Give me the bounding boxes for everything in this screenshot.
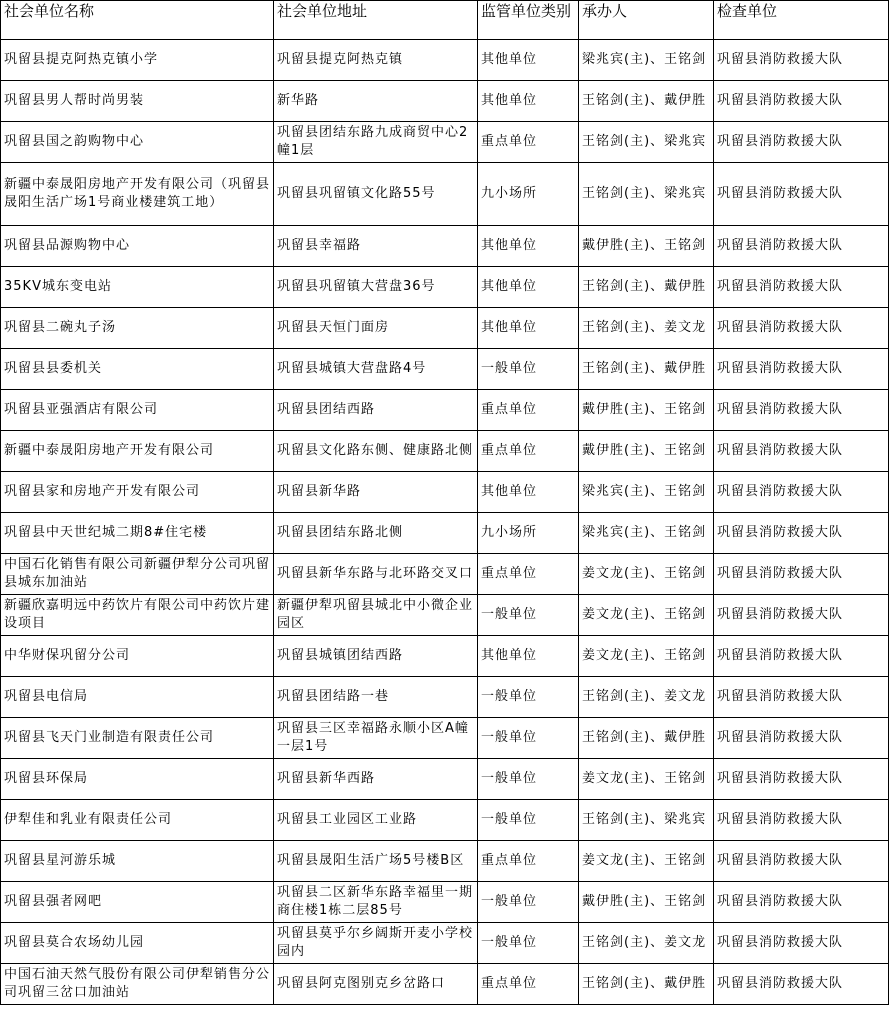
cell-category: 一般单位 — [478, 923, 579, 964]
cell-category: 重点单位 — [478, 964, 579, 1005]
cell-category: 重点单位 — [478, 554, 579, 595]
table-row — [1, 81, 889, 122]
cell-unit-name: 巩留县县委机关 — [1, 349, 274, 390]
cell-category: 其他单位 — [478, 81, 579, 122]
header-handler: 承办人 — [579, 1, 714, 40]
table-row — [1, 759, 889, 800]
cell-unit-address: 巩留县工业园区工业路 — [274, 800, 478, 841]
cell-category: 重点单位 — [478, 122, 579, 163]
cell-unit-address: 巩留县团结东路九成商贸中心2幢1层 — [274, 122, 478, 163]
table-row — [1, 267, 889, 308]
cell-handler: 姜文龙(主)、王铭剑 — [579, 595, 714, 636]
header-inspection-unit: 检查单位 — [714, 1, 889, 40]
cell-inspection-unit: 巩留县消防救援大队 — [714, 800, 889, 841]
cell-unit-name: 中国石化销售有限公司新疆伊犁分公司巩留县城东加油站 — [1, 554, 274, 595]
cell-unit-name: 巩留县提克阿热克镇小学 — [1, 40, 274, 81]
cell-unit-address: 巩留县新华东路与北环路交叉口 — [274, 554, 478, 595]
cell-category: 重点单位 — [478, 390, 579, 431]
table-row — [1, 349, 889, 390]
cell-inspection-unit: 巩留县消防救援大队 — [714, 595, 889, 636]
cell-handler: 王铭剑(主)、戴伊胜 — [579, 349, 714, 390]
header-unit-name: 社会单位名称 — [1, 1, 274, 40]
cell-unit-address: 巩留县晟阳生活广场5号楼B区 — [274, 841, 478, 882]
cell-handler: 姜文龙(主)、王铭剑 — [579, 759, 714, 800]
cell-unit-address: 巩留县天恒门面房 — [274, 308, 478, 349]
cell-handler: 姜文龙(主)、王铭剑 — [579, 554, 714, 595]
cell-unit-name: 中国石油天然气股份有限公司伊犁销售分公司巩留三岔口加油站 — [1, 964, 274, 1005]
cell-handler: 王铭剑(主)、姜文龙 — [579, 677, 714, 718]
cell-unit-address: 巩留县文化路东侧、健康路北侧 — [274, 431, 478, 472]
cell-inspection-unit: 巩留县消防救援大队 — [714, 964, 889, 1005]
table-row — [1, 163, 889, 226]
cell-unit-name: 新疆中泰晟阳房地产开发有限公司 — [1, 431, 274, 472]
cell-handler: 王铭剑(主)、梁兆宾 — [579, 163, 714, 226]
cell-category: 重点单位 — [478, 841, 579, 882]
cell-category: 其他单位 — [478, 226, 579, 267]
table-row — [1, 226, 889, 267]
cell-inspection-unit: 巩留县消防救援大队 — [714, 841, 889, 882]
cell-inspection-unit: 巩留县消防救援大队 — [714, 308, 889, 349]
cell-unit-name: 巩留县品源购物中心 — [1, 226, 274, 267]
cell-handler: 戴伊胜(主)、王铭剑 — [579, 882, 714, 923]
cell-inspection-unit: 巩留县消防救援大队 — [714, 163, 889, 226]
cell-category: 一般单位 — [478, 595, 579, 636]
header-supervision-category: 监管单位类别 — [478, 1, 579, 40]
cell-inspection-unit: 巩留县消防救援大队 — [714, 226, 889, 267]
table-row — [1, 718, 889, 759]
cell-unit-name: 巩留县强者网吧 — [1, 882, 274, 923]
cell-handler: 戴伊胜(主)、王铭剑 — [579, 431, 714, 472]
cell-unit-name: 巩留县中天世纪城二期8#住宅楼 — [1, 513, 274, 554]
cell-unit-address: 巩留县三区幸福路永顺小区A幢一层1号 — [274, 718, 478, 759]
cell-category: 一般单位 — [478, 677, 579, 718]
cell-unit-address: 巩留县团结东路北侧 — [274, 513, 478, 554]
cell-category: 重点单位 — [478, 431, 579, 472]
cell-inspection-unit: 巩留县消防救援大队 — [714, 390, 889, 431]
cell-category: 其他单位 — [478, 472, 579, 513]
table-row — [1, 595, 889, 636]
cell-handler: 王铭剑(主)、梁兆宾 — [579, 122, 714, 163]
cell-unit-address: 巩留县巩留镇文化路55号 — [274, 163, 478, 226]
cell-unit-name: 巩留县二碗丸子汤 — [1, 308, 274, 349]
cell-handler: 姜文龙(主)、王铭剑 — [579, 636, 714, 677]
cell-unit-address: 巩留县团结路一巷 — [274, 677, 478, 718]
cell-unit-name: 巩留县电信局 — [1, 677, 274, 718]
cell-handler: 梁兆宾(主)、王铭剑 — [579, 513, 714, 554]
table-row — [1, 677, 889, 718]
table-row — [1, 964, 889, 1005]
cell-unit-name: 中华财保巩留分公司 — [1, 636, 274, 677]
cell-category: 一般单位 — [478, 882, 579, 923]
cell-inspection-unit: 巩留县消防救援大队 — [714, 636, 889, 677]
table-row — [1, 923, 889, 964]
cell-category: 一般单位 — [478, 349, 579, 390]
cell-unit-address: 巩留县莫乎尔乡阔斯开麦小学校园内 — [274, 923, 478, 964]
table-row — [1, 513, 889, 554]
cell-category: 一般单位 — [478, 718, 579, 759]
cell-handler: 王铭剑(主)、梁兆宾 — [579, 800, 714, 841]
cell-category: 其他单位 — [478, 40, 579, 81]
cell-inspection-unit: 巩留县消防救援大队 — [714, 81, 889, 122]
cell-unit-name: 35KV城东变电站 — [1, 267, 274, 308]
cell-category: 一般单位 — [478, 759, 579, 800]
header-unit-address: 社会单位地址 — [274, 1, 478, 40]
table-row — [1, 390, 889, 431]
cell-inspection-unit: 巩留县消防救援大队 — [714, 513, 889, 554]
cell-inspection-unit: 巩留县消防救援大队 — [714, 267, 889, 308]
cell-handler: 戴伊胜(主)、王铭剑 — [579, 390, 714, 431]
cell-category: 一般单位 — [478, 800, 579, 841]
table-row — [1, 472, 889, 513]
table-row — [1, 122, 889, 163]
cell-unit-name: 新疆中泰晟阳房地产开发有限公司（巩留县晟阳生活广场1号商业楼建筑工地） — [1, 163, 274, 226]
cell-unit-name: 巩留县飞天门业制造有限责任公司 — [1, 718, 274, 759]
cell-inspection-unit: 巩留县消防救援大队 — [714, 349, 889, 390]
cell-unit-name: 新疆欣嘉明远中药饮片有限公司中药饮片建设项目 — [1, 595, 274, 636]
cell-unit-name: 巩留县家和房地产开发有限公司 — [1, 472, 274, 513]
cell-handler: 王铭剑(主)、戴伊胜 — [579, 81, 714, 122]
table-row — [1, 841, 889, 882]
cell-inspection-unit: 巩留县消防救援大队 — [714, 882, 889, 923]
cell-category: 其他单位 — [478, 636, 579, 677]
table-row — [1, 800, 889, 841]
cell-unit-name: 巩留县国之韵购物中心 — [1, 122, 274, 163]
cell-unit-address: 巩留县二区新华东路幸福里一期商住楼1栋二层85号 — [274, 882, 478, 923]
table-row — [1, 882, 889, 923]
cell-inspection-unit: 巩留县消防救援大队 — [714, 431, 889, 472]
cell-inspection-unit: 巩留县消防救援大队 — [714, 40, 889, 81]
cell-unit-address: 巩留县团结西路 — [274, 390, 478, 431]
table-row — [1, 431, 889, 472]
cell-unit-address: 巩留县巩留镇大营盘36号 — [274, 267, 478, 308]
table-row — [1, 636, 889, 677]
cell-unit-name: 巩留县环保局 — [1, 759, 274, 800]
cell-handler: 王铭剑(主)、姜文龙 — [579, 923, 714, 964]
cell-unit-address: 巩留县阿克图别克乡岔路口 — [274, 964, 478, 1005]
cell-category: 九小场所 — [478, 163, 579, 226]
cell-inspection-unit: 巩留县消防救援大队 — [714, 677, 889, 718]
table-row — [1, 554, 889, 595]
cell-unit-address: 巩留县提克阿热克镇 — [274, 40, 478, 81]
cell-unit-address: 巩留县城镇大营盘路4号 — [274, 349, 478, 390]
cell-unit-name: 巩留县亚强酒店有限公司 — [1, 390, 274, 431]
cell-unit-name: 巩留县男人帮时尚男装 — [1, 81, 274, 122]
cell-inspection-unit: 巩留县消防救援大队 — [714, 718, 889, 759]
cell-category: 其他单位 — [478, 308, 579, 349]
cell-unit-name: 巩留县莫合农场幼儿园 — [1, 923, 274, 964]
cell-handler: 梁兆宾(主)、王铭剑 — [579, 472, 714, 513]
cell-handler: 梁兆宾(主)、王铭剑 — [579, 40, 714, 81]
cell-unit-name: 巩留县星河游乐城 — [1, 841, 274, 882]
cell-unit-address: 巩留县新华西路 — [274, 759, 478, 800]
header-row — [1, 1, 889, 40]
cell-handler: 姜文龙(主)、王铭剑 — [579, 841, 714, 882]
table-row — [1, 308, 889, 349]
cell-unit-address: 巩留县城镇团结西路 — [274, 636, 478, 677]
cell-inspection-unit: 巩留县消防救援大队 — [714, 759, 889, 800]
cell-unit-address: 新疆伊犁巩留县城北中小微企业园区 — [274, 595, 478, 636]
cell-unit-name: 伊犁佳和乳业有限责任公司 — [1, 800, 274, 841]
cell-category: 九小场所 — [478, 513, 579, 554]
table-row — [1, 40, 889, 81]
cell-handler: 王铭剑(主)、戴伊胜 — [579, 964, 714, 1005]
cell-inspection-unit: 巩留县消防救援大队 — [714, 472, 889, 513]
cell-unit-address: 巩留县新华路 — [274, 472, 478, 513]
cell-inspection-unit: 巩留县消防救援大队 — [714, 554, 889, 595]
cell-category: 其他单位 — [478, 267, 579, 308]
cell-handler: 王铭剑(主)、戴伊胜 — [579, 718, 714, 759]
cell-inspection-unit: 巩留县消防救援大队 — [714, 923, 889, 964]
cell-unit-address: 巩留县幸福路 — [274, 226, 478, 267]
cell-inspection-unit: 巩留县消防救援大队 — [714, 122, 889, 163]
table-body — [1, 40, 889, 1005]
cell-handler: 王铭剑(主)、戴伊胜 — [579, 267, 714, 308]
cell-handler: 戴伊胜(主)、王铭剑 — [579, 226, 714, 267]
cell-handler: 王铭剑(主)、姜文龙 — [579, 308, 714, 349]
cell-unit-address: 新华路 — [274, 81, 478, 122]
